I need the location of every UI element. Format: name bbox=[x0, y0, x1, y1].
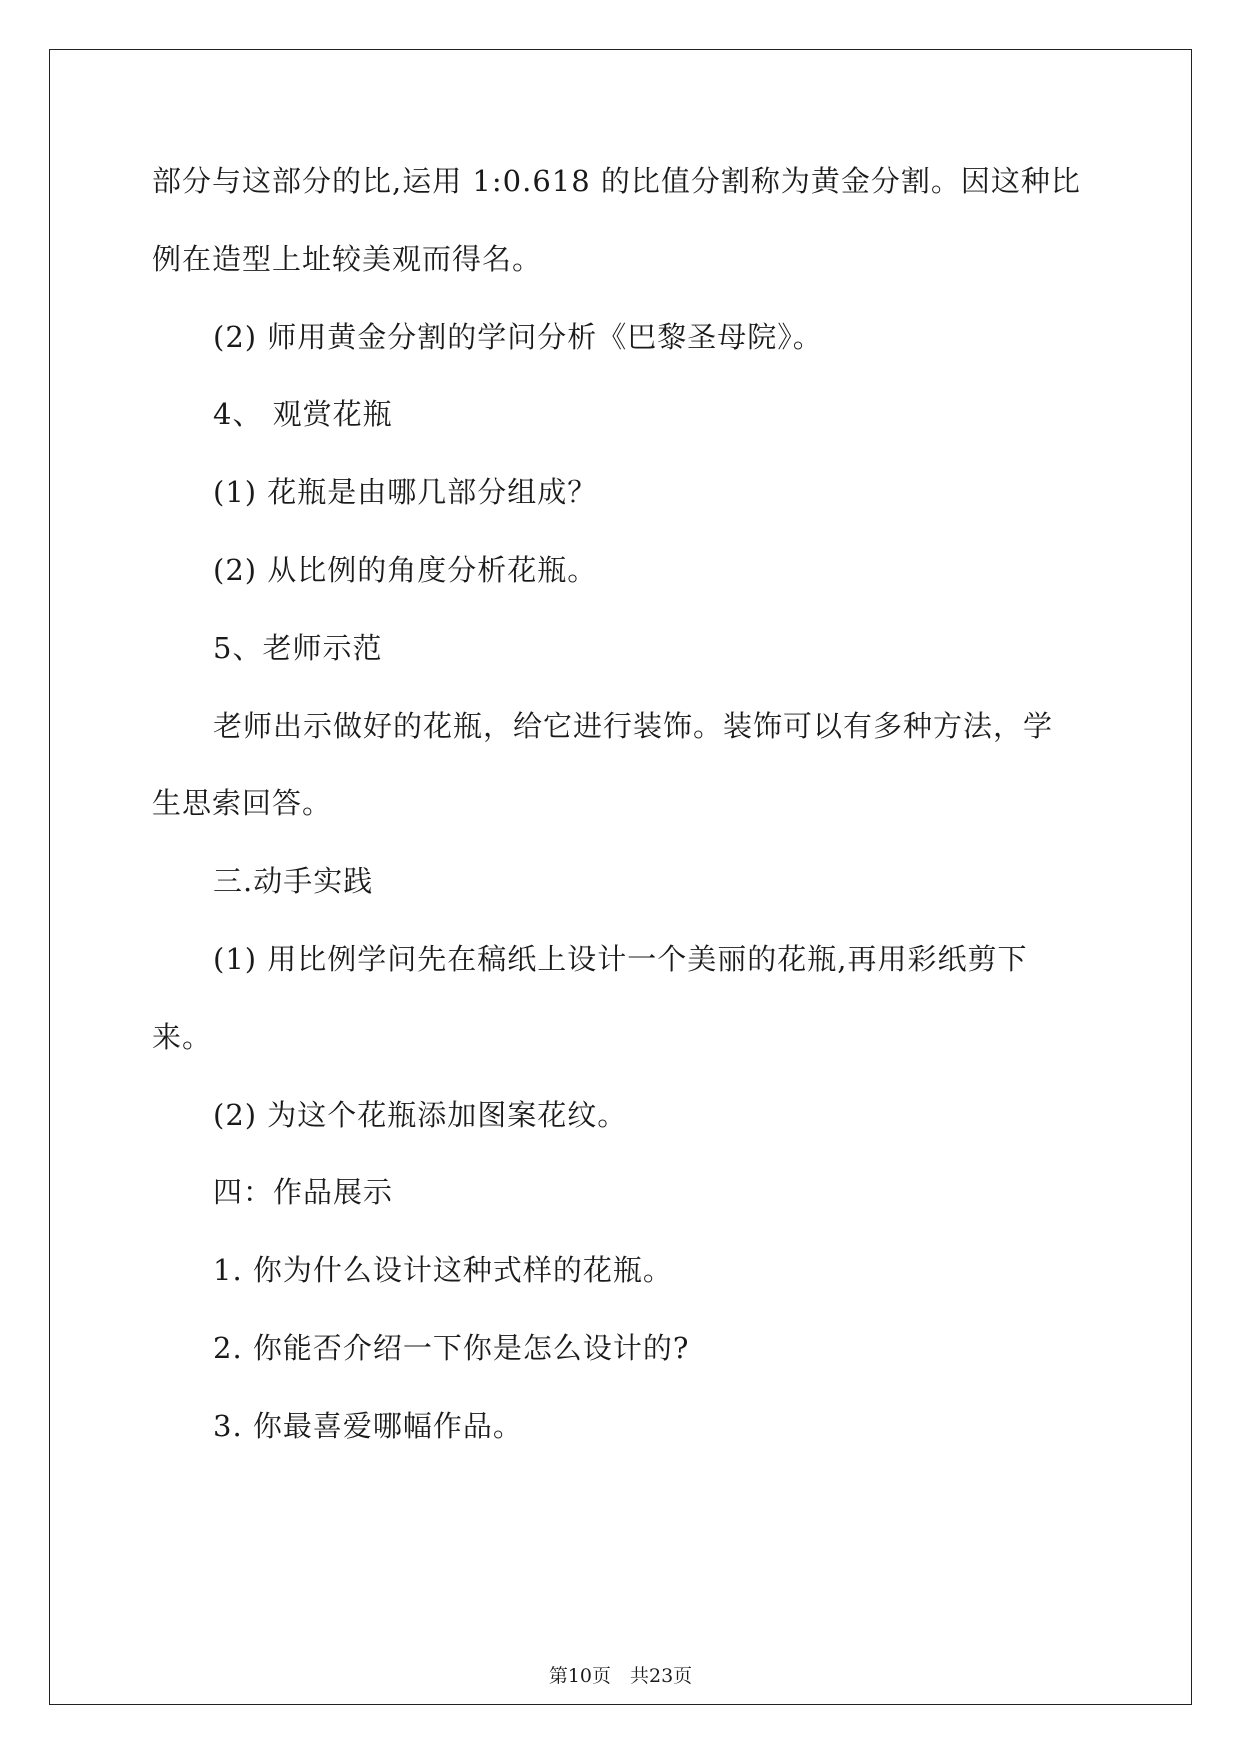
paragraph-line: 部分与这部分的比,运用 1:0.618 的比值分割称为黄金分割。因这种比 bbox=[152, 164, 1081, 198]
paragraph-line: 例在造型上址较美观而得名。 bbox=[152, 242, 543, 276]
paragraph-line: (1) 用比例学问先在稿纸上设计一个美丽的花瓶,再用彩纸剪下 bbox=[213, 942, 1028, 976]
paragraph-line: (2) 从比例的角度分析花瓶。 bbox=[213, 553, 598, 587]
paragraph-line: 老师出示做好的花瓶，给它进行装饰。装饰可以有多种方法，学 bbox=[213, 709, 1054, 743]
paragraph-line: (2) 为这个花瓶添加图案花纹。 bbox=[213, 1098, 628, 1132]
paragraph-line: 生思索回答。 bbox=[152, 786, 333, 820]
section-heading: 四：作品展示 bbox=[213, 1175, 394, 1209]
paragraph-line: 1. 你为什么设计这种式样的花瓶。 bbox=[213, 1253, 673, 1287]
paragraph-line: 3. 你最喜爱哪幅作品。 bbox=[213, 1409, 523, 1443]
section-heading: 4、 观赏花瓶 bbox=[213, 397, 393, 431]
paragraph-line: 来。 bbox=[152, 1020, 213, 1054]
section-heading: 5、老师示范 bbox=[213, 631, 383, 665]
page-number: 第10页 共23页 bbox=[548, 1665, 693, 1687]
paragraph-line: (1) 花瓶是由哪几部分组成？ bbox=[213, 475, 598, 509]
section-heading: 三.动手实践 bbox=[213, 864, 374, 898]
paragraph-line: (2) 师用黄金分割的学问分析《巴黎圣母院》。 bbox=[213, 320, 823, 354]
paragraph-line: 2. 你能否介绍一下你是怎么设计的? bbox=[213, 1331, 690, 1365]
